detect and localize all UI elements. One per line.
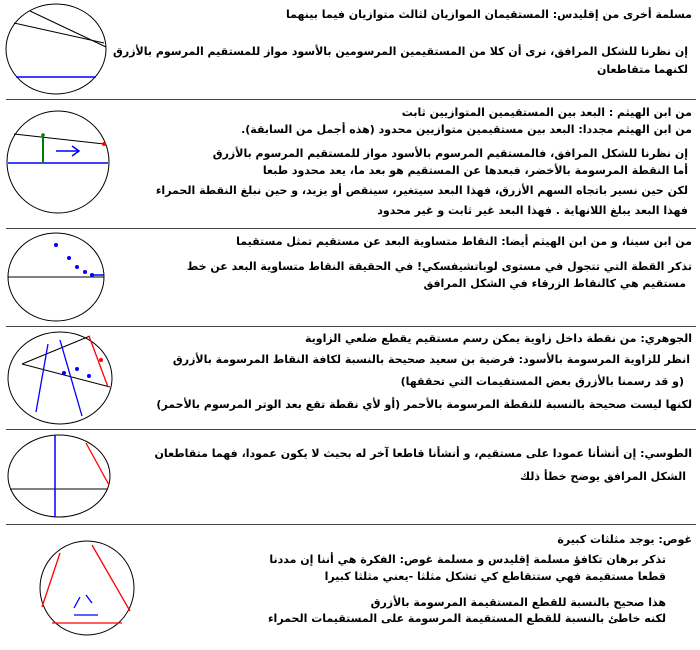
blue-point: [75, 265, 79, 269]
figure-gauss: [38, 537, 136, 639]
blue-point: [62, 371, 66, 375]
section-line: قطعا مستقيمة فهي ستتقاطع كي تشكل مثلثا -يعني مثلثا كبيرا: [324, 570, 666, 583]
section-line: انظر للزاوية المرسومة بالأسود: فرضية بن سعيد صحيحة بالنسبة لكافة النقاط المرسومة بالأزرق: [172, 353, 690, 366]
poincare-disk: [7, 111, 109, 213]
section-line: إن نظرنا للشكل المرافق، فالمستقيم المرسوم بالأسود مواز للمستقيم المرسوم بالأزرق: [212, 147, 688, 160]
figure-tusi: [6, 433, 112, 519]
blue-line-2: [60, 340, 82, 416]
poincare-disk: [40, 541, 134, 635]
section-heading: من ابن سينا، و من ابن الهيثم أيضا: النقاط متساوية البعد عن مستقيم تمثل مستقيما: [236, 235, 692, 248]
section-heading: من ابن الهيثم : البعد بين المستقيمين المتوازيين ثابت: [401, 106, 692, 119]
section-line: الشكل المرافق يوضح خطأ ذلك: [519, 470, 686, 483]
red-line-1: [42, 553, 60, 607]
section-heading: الجوهري: من نقطة داخل زاوية يمكن رسم مستقيم يقطع ضلعي الزاوية: [304, 332, 692, 345]
blue-line-1: [36, 344, 48, 412]
section-heading: مسلمة أخرى من إقليدس: المستقيمان الموازيان لثالث متوازيان فيما بينهما: [286, 8, 692, 21]
section-gauss: [0, 525, 700, 650]
section-ibn-sina: [0, 229, 700, 324]
red-point: [102, 142, 106, 146]
section-tusi: [0, 430, 700, 522]
black-angle-side-2: [22, 364, 110, 387]
blue-point: [87, 374, 91, 378]
section-line: لكنها ليست صحيحة بالنسبة للنقطة المرسومة بالأحمر (أو لأي نقطة تقع بعد الوتر المرسوم بالأحمر): [156, 398, 692, 411]
blue-point: [54, 243, 58, 247]
figure-euclid: [4, 3, 108, 95]
section-line: فهذا البعد يبلغ اللانهاية . فهذا البعد غير ثابت و غير محدود: [377, 204, 688, 217]
red-chord: [89, 336, 108, 387]
figure-ibn-sina: [6, 231, 106, 323]
red-line-2: [92, 545, 130, 611]
poincare-disk: [6, 4, 106, 94]
blue-point: [83, 270, 87, 274]
section-jawhari: [0, 327, 700, 427]
section-line: من ابن الهيثم مجددا: البعد بين مستقيمين متوازيين محدود (هذه أجمل من السابقة).: [241, 123, 692, 136]
blue-point: [75, 367, 79, 371]
section-line: إن نظرنا للشكل المرافق، نرى أن كلا من المستقيمين المرسومين بالأسود مواز للمستقيم المرسوم بالأزرق: [113, 45, 688, 58]
section-heading: الطوسي: إن أنشأنا عمودا على مستقيم، و أنشأنا قاطعا آخر له بحيث لا يكون عمودا، فهما متقاطعان: [154, 447, 692, 460]
section-line: لكن حين نسير باتجاه السهم الأزرق، فهذا البعد سيتغير، سينقص أو يزيد، و حين نبلغ النقطة الحمراء: [155, 184, 688, 197]
blue-point: [67, 256, 71, 260]
section-euclid-postulate: [0, 0, 700, 97]
black-angle-side-1: [22, 336, 90, 364]
section-line: تذكر برهان تكافؤ مسلمة إقليدس و مسلمة غوص: الفكرة هي أننا إن مددنا: [269, 553, 666, 566]
section-line: تذكر القطة التي تتجول في مستوى لوباتشيفسكي! في الحقيقة النقاط متساوية البعد عن خط: [186, 260, 692, 273]
blue-segment-2: [86, 595, 92, 603]
section-line: لكنهما متقاطعان: [596, 63, 688, 76]
blue-segment-1: [74, 597, 80, 608]
green-point: [41, 133, 45, 137]
figure-jawhari: [6, 330, 114, 426]
section-line: هذا صحيح بالنسبة للقطع المستقيمة المرسومة بالأزرق: [370, 596, 666, 609]
poincare-disk: [8, 435, 110, 517]
red-point: [99, 358, 103, 362]
section-line: (و قد رسمنا بالأزرق بعض المستقيمات التي تحققها): [400, 375, 684, 388]
blue-point: [90, 273, 94, 277]
section-heading: غوص: يوجد مثلثات كبيرة: [557, 533, 692, 546]
figure-ibn-haytham: [6, 106, 110, 218]
black-line: [14, 134, 104, 144]
section-line: لكنه خاطئ بالنسبة للقطع المستقيمة المرسومة على المستقيمات الحمراء: [267, 612, 666, 625]
poincare-disk: [8, 332, 112, 424]
section-line: أما النقطة المرسومة بالأخضر، فبعدها عن المستقيم هو بعد ما، يعد محدود طبعا: [262, 164, 688, 177]
section-line: مستقيم هي كالنقاط الزرقاء في الشكل المرافق: [423, 277, 686, 290]
section-ibn-haytham: [0, 100, 700, 227]
